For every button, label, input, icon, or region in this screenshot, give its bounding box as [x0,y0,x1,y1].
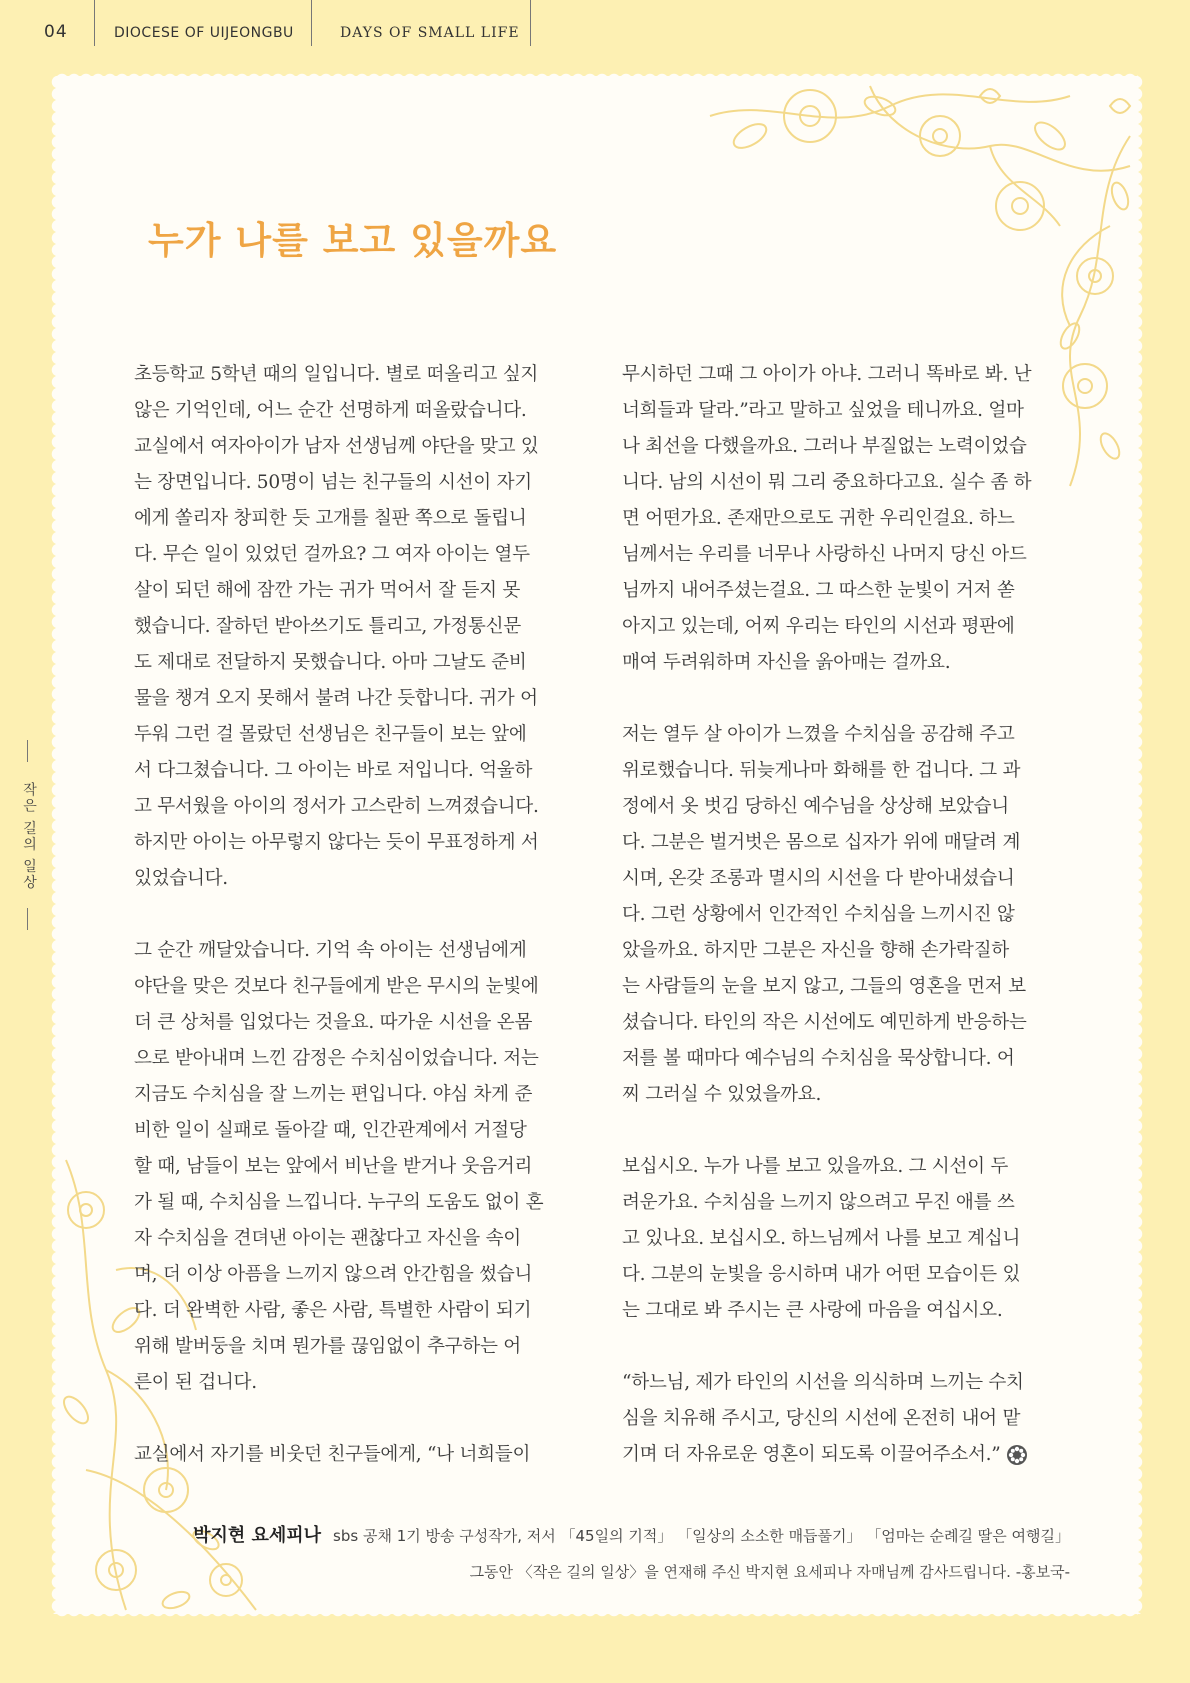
article-title: 누가 나를 보고 있을까요 [148,218,558,262]
paragraph-with-endmark [622,1365,1058,1473]
author-footer [193,1521,1070,1582]
page-number: 04 [44,22,68,42]
author-bio: sbs 공채 1기 방송 구성작가, 저서 「45일의 기적」 「일상의 소소한 매듭풀기」 「엄마는 순례길 딸은 여행길」 [333,1527,1070,1545]
page-header [0,0,1190,58]
article-column-right [622,357,1058,1509]
section-name: DAYS OF SMALL LIFE [340,25,520,41]
paragraph: 무시하던 그때 그 아이가 아냐. 그러니 똑바로 봐. 난 너희들과 달라.”라고 말하고 싶었을 테니까요. 얼마 나 최선을 다했을까요. 그러나 부질없는 노력이었습 니다. 남의 시선이 뭐 그리 중요하다고요. 실수 좀 하 면 어떤가요. 존재만으로도 귀한 우리인걸요. 하느 님께서는 우리를 너무나 사랑하신 나머지 당신 아드 님까지 내어주셨는걸요. 그 따스한 눈빛이 거저 쏟 아지고 있는데, 어찌 우리는 타인의 시선과 평판에 매여 두려워하며 자신을 옭아매는 걸까요. [622,364,1032,673]
author-line [193,1521,1070,1547]
card-scallop-bottom [56,1610,1138,1620]
paragraph: 초등학교 5학년 때의 일입니다. 별로 떠올리고 싶지 않은 기억인데, 어느 순간 선명하게 떠올랐습니다. 교실에서 여자아이가 남자 선생님께 야단을 맞고 있 는 장면입니다. 50명이 넘는 친구들의 시선이 자기 에게 쏠리자 창피한 듯 고개를 칠판 쪽으로 돌립니 다. 무슨 일이 있었던 걸까요? 그 여자 아이는 열두 살이 되던 해에 잠깐 가는 귀가 먹어서 잘 듣지 못 했습니다. 잘하던 받아쓰기도 틀리고, 가정통신문 도 제대로 전달하지 못했습니다. 아마 그날도 준비 물을 챙겨 오지 못해서 불려 나간 듯합니다. 귀가 어 두워 그런 걸 몰랐던 선생님은 친구들이 보는 앞에 서 다그쳤습니다. 그 아이는 바로 저입니다. 억울하 고 무서웠을 아이의 정서가 고스란히 느껴졌습니다. 하지만 아이는 아무렇지 않다는 듯이 무표정하게 서 있었습니다. [134,364,539,889]
side-section-label [16,740,40,930]
paragraph: 교실에서 자기를 비웃던 친구들에게, “나 너희들이 [134,1444,531,1465]
side-label-text: 작은 길의 일상 [21,782,37,891]
paragraph: 그 순간 깨달았습니다. 기억 속 아이는 선생님에게 야단을 맞은 것보다 친구들에게 받은 무시의 눈빛에 더 큰 상처를 입었다는 것을요. 따가운 시선을 온몸 으로 받아내며 느낀 감정은 수치심이었습니다. 저는 지금도 수치심을 잘 느끼는 편입니다. 야심 차게 준 비한 일이 실패로 돌아갈 때, 인간관계에서 거절당 할 때, 남들이 보는 앞에서 비난을 받거나 웃음거리 가 될 때, 수치심을 느낍니다. 누구의 도움도 없이 혼 자 수치심을 견뎌낸 아이는 괜찮다고 자신을 속이 며, 더 이상 아픔을 느끼지 않으려 안간힘을 썼습니 다. 더 완벽한 사람, 좋은 사람, 특별한 사람이 되기 위해 발버둥을 치며 뭔가를 끊임없이 추구하는 어 른이 된 겁니다. [134,940,544,1393]
end-mark-icon [1006,1444,1028,1466]
paragraph: “하느님, 제가 타인의 시선을 의식하며 느끼는 수치 심을 치유해 주시고, 당신의 시선에 온전히 내어 맡 기며 더 자유로운 영혼이 되도록 이끌어주소서.” [622,1372,1024,1465]
article-column-left [134,357,574,1509]
publication-name: DIOCESE OF UIJEONGBU [114,25,294,41]
paragraph: 저는 열두 살 아이가 느꼈을 수치심을 공감해 주고 위로했습니다. 뒤늦게나마 화해를 한 겁니다. 그 과 정에서 옷 벗김 당하신 예수님을 상상해 보았습니 다. 그분은 벌거벗은 몸으로 십자가 위에 매달려 계 시며, 온갖 조롱과 멸시의 시선을 다 받아내셨습니 다. 그런 상황에서 인간적인 수치심을 느끼시진 않 았을까요. 하지만 그분은 자신을 향해 손가락질하 는 사람들의 눈을 보지 않고, 그들의 영혼을 먼저 보 셨습니다. 타인의 작은 시선에도 예민하게 반응하는 저를 볼 때마다 예수님의 수치심을 묵상합니다. 어 찌 그러실 수 있었을까요. [622,724,1027,1105]
thanks-note: 그동안 〈작은 길의 일상〉을 연재해 주신 박지현 요세피나 자매님께 감사드립니다. -홍보국- [469,1563,1070,1581]
header-divider [311,0,312,46]
side-divider [27,908,28,930]
paragraph: 보십시오. 누가 나를 보고 있을까요. 그 시선이 두 려운가요. 수치심을 느끼지 않으려고 무진 애를 쓰 고 있나요. 보십시오. 하느님께서 나를 보고 계십니 다. 그분의 눈빛을 응시하며 내가 어떤 모습이든 있 는 그대로 봐 주시는 큰 사랑에 마음을 여십시오. [622,1156,1021,1321]
header-divider [530,0,531,46]
header-divider [94,0,95,46]
author-name: 박지현 요세피나 [193,1525,322,1546]
side-divider [27,740,28,762]
